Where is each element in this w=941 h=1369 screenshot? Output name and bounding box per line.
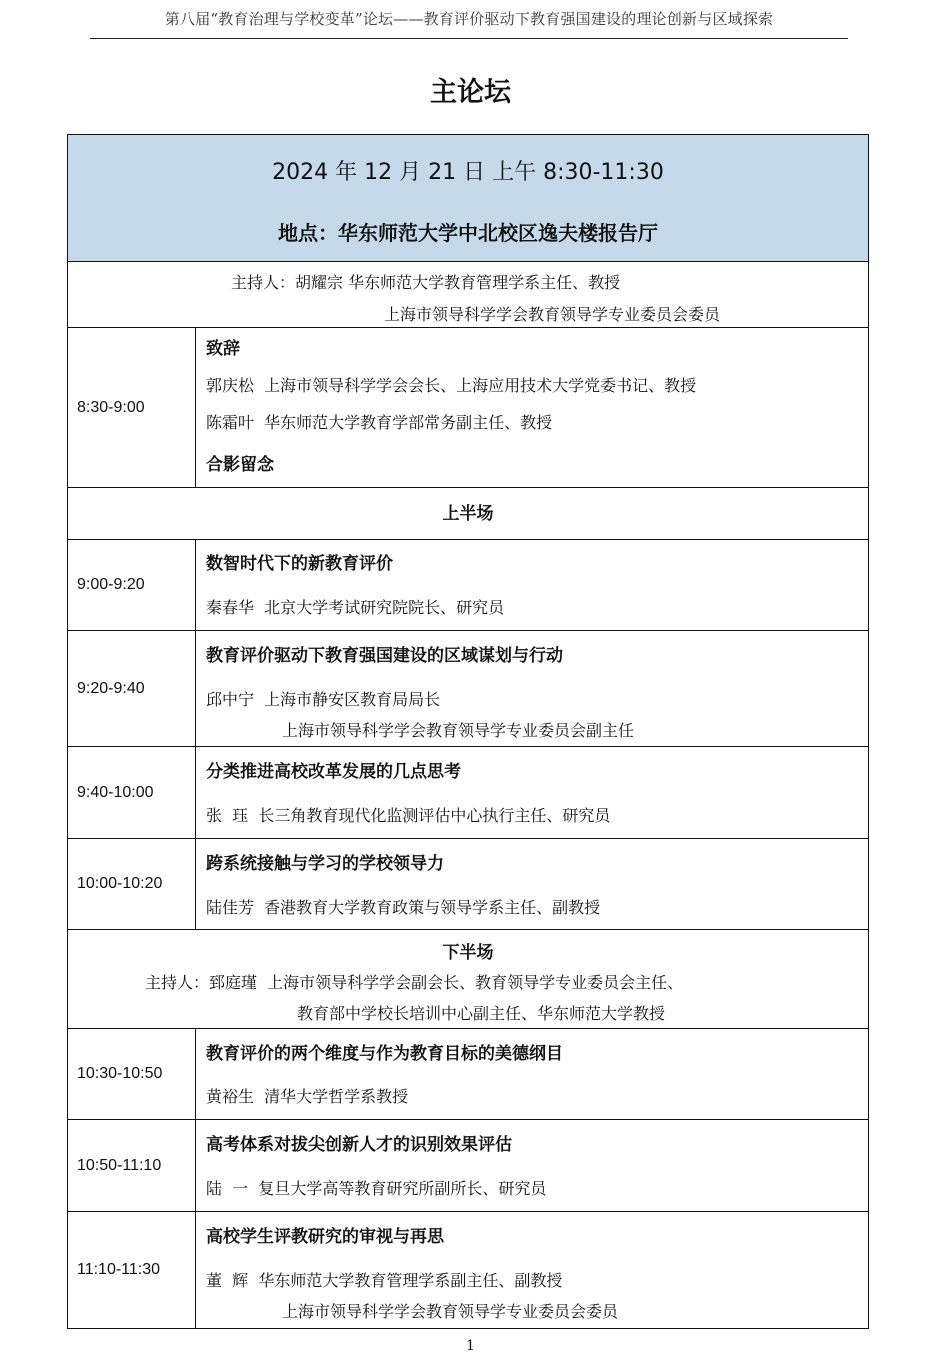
host-line-2: 上海市领导科学学会教育领导学专业委员会委员	[384, 305, 721, 324]
speaker-line: 张 珏 长三角教育现代化监测评估中心执行主任、研究员	[206, 806, 611, 825]
running-header: 第八届“教育治理与学校变革”论坛——教育评价驱动下教育强国建设的理论创新与区域探索	[164, 10, 774, 28]
content-cell	[196, 1029, 868, 1119]
talk-row	[68, 839, 868, 930]
speaker-line: 郭庆松 上海市领导科学学会会长、上海应用技术大学党委书记、教授	[206, 376, 697, 395]
content-cell	[196, 1212, 868, 1328]
session-datetime: 2024 年 12 月 21 日 上午 8:30-11:30	[272, 160, 664, 185]
header-rule	[90, 38, 848, 39]
talk-row	[68, 747, 868, 839]
content-cell	[196, 631, 868, 746]
speaker-line: 陆佳芳 香港教育大学教育政策与领导学系主任、副教授	[206, 898, 601, 917]
host-line-1: 主持人：郅庭瑾 上海市领导科学学会副会长、教育领导学专业委员会主任、	[145, 973, 684, 992]
content-cell	[196, 328, 868, 487]
host-line-1: 主持人：胡耀宗 华东师范大学教育管理学系主任、教授	[231, 273, 621, 292]
speaker-line: 陆 一 复旦大学高等教育研究所副所长、研究员	[206, 1179, 547, 1198]
time-cell: 9:20-9:40	[68, 631, 196, 746]
talk-title: 分类推进高校改革发展的几点思考	[206, 762, 461, 782]
time-cell: 9:00-9:20	[68, 540, 196, 630]
host-row	[68, 262, 868, 328]
content-cell	[196, 747, 868, 838]
talk-title: 教育评价的两个维度与作为教育目标的美德纲目	[206, 1044, 563, 1064]
time-cell: 9:40-10:00	[68, 747, 196, 838]
section-label-second-half: 下半场	[442, 943, 494, 963]
page-title: 主论坛	[430, 77, 511, 108]
content-cell	[196, 540, 868, 630]
photo-session: 合影留念	[206, 455, 274, 475]
time-cell: 10:30-10:50	[68, 1029, 196, 1119]
time-cell: 10:50-11:10	[68, 1120, 196, 1211]
speaker-line: 董 辉 华东师范大学教育管理学系副主任、副教授	[206, 1271, 563, 1290]
speaker-line-2: 上海市领导科学学会教育领导学专业委员会副主任	[282, 721, 635, 740]
page-number: 1	[466, 1338, 475, 1354]
talk-row	[68, 631, 868, 747]
speaker-line: 陈霜叶 华东师范大学教育学部常务副主任、教授	[206, 413, 553, 432]
content-cell	[196, 839, 868, 929]
talk-title: 数智时代下的新教育评价	[206, 554, 393, 574]
schedule-table	[67, 134, 869, 1329]
talk-title: 跨系统接触与学习的学校领导力	[206, 854, 444, 874]
host-line-2: 教育部中学校长培训中心副主任、华东师范大学教授	[297, 1004, 666, 1023]
time-cell: 10:00-10:20	[68, 839, 196, 929]
time-cell: 11:10-11:30	[68, 1212, 196, 1328]
speaker-line: 黄裕生 清华大学哲学系教授	[206, 1087, 409, 1106]
speaker-line: 秦春华 北京大学考试研究院院长、研究员	[206, 598, 505, 617]
talk-title: 教育评价驱动下教育强国建设的区域谋划与行动	[206, 646, 563, 666]
session-header	[68, 135, 868, 262]
section-label-first-half: 上半场	[68, 488, 868, 540]
speaker-line: 邱中宁 上海市静安区教育局局长	[206, 690, 441, 709]
talk-row	[68, 540, 868, 631]
speaker-line-2: 上海市领导科学学会教育领导学专业委员会委员	[282, 1302, 619, 1321]
session-venue: 地点：华东师范大学中北校区逸夫楼报告厅	[278, 221, 658, 245]
opening-row	[68, 328, 868, 488]
content-cell	[196, 1120, 868, 1211]
talk-title: 高考体系对拔尖创新人才的识别效果评估	[206, 1135, 512, 1155]
talk-row	[68, 1212, 868, 1328]
talk-title: 高校学生评教研究的审视与再思	[206, 1227, 444, 1247]
time-cell: 8:30-9:00	[68, 328, 196, 487]
talk-row	[68, 1120, 868, 1212]
second-half-header	[68, 930, 868, 1029]
talk-row	[68, 1029, 868, 1120]
opening-title: 致辞	[206, 339, 240, 359]
